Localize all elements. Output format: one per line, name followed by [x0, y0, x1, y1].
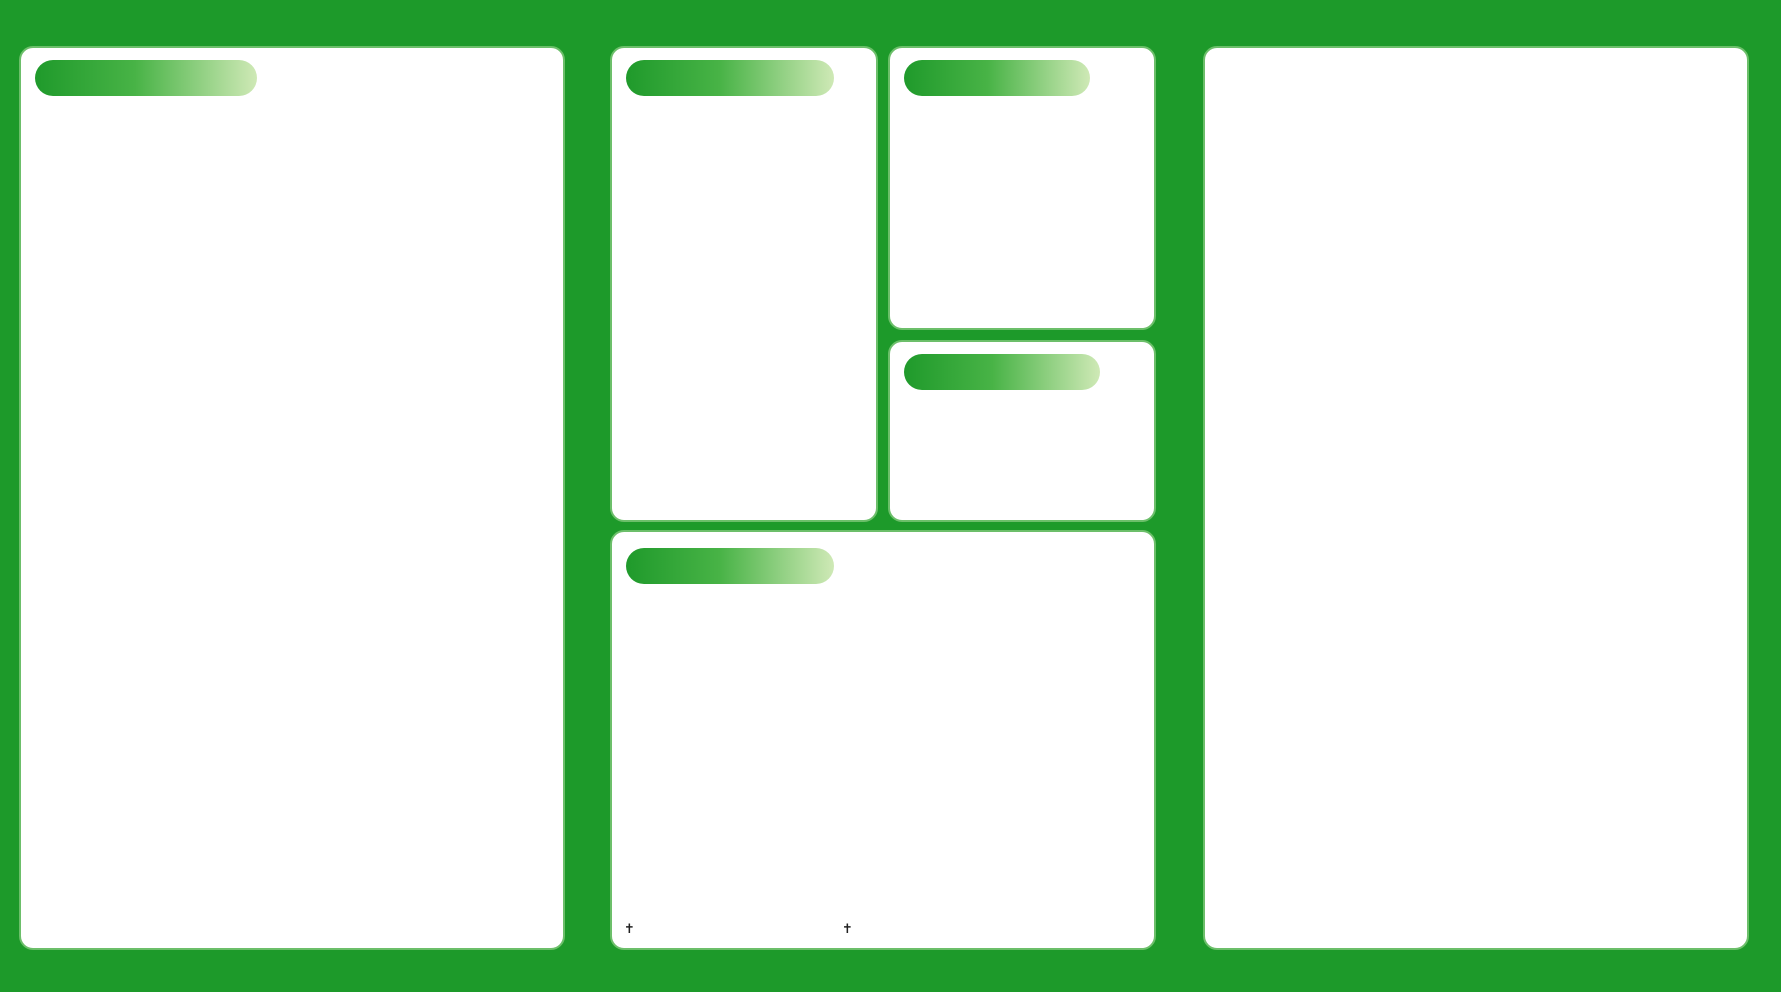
sunday-service-title: [35, 60, 257, 96]
sunday-service-panel: [19, 46, 565, 950]
dawn-prayer-panel: [888, 340, 1156, 522]
dawn-title: [904, 354, 1100, 390]
cell-group-panel: [1203, 46, 1749, 950]
praise-service-panel: [610, 46, 878, 522]
weekly-offering: ✝: [624, 922, 635, 937]
wednesday-title: [904, 60, 1090, 96]
offering-panel: [610, 530, 1156, 950]
offering-title: [626, 548, 834, 584]
wednesday-prayer-panel: [888, 46, 1156, 330]
mission-offering: ✝: [842, 922, 853, 937]
praise-service-title: [626, 60, 834, 96]
